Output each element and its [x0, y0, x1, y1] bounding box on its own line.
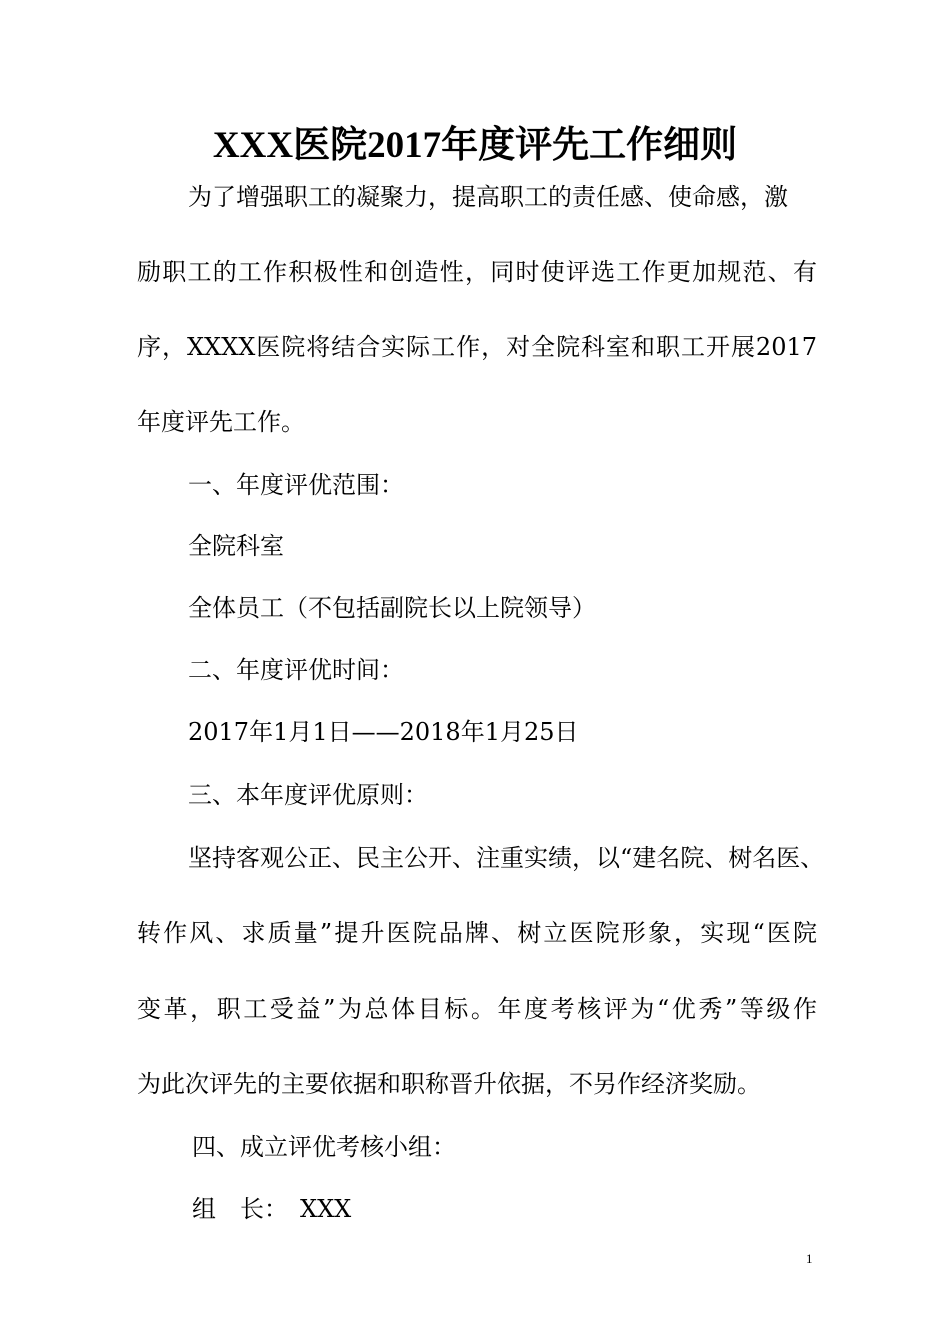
paragraph-line: 励职工的工作积极性和创造性，同时使评选工作更加规范、有 — [137, 258, 817, 286]
section-heading: 四、成立评优考核小组： — [192, 1133, 456, 1161]
document-title: XXX医院2017年度评先工作细则 — [212, 125, 738, 166]
group-leader-line: 组 长： XXX — [192, 1195, 352, 1223]
section-heading: 二、年度评优时间： — [188, 656, 404, 684]
paragraph-line: 年度评先工作。 — [137, 408, 305, 436]
list-item: 全院科室 — [188, 532, 284, 560]
paragraph-line: 序，XXXX医院将结合实际工作，对全院科室和职工开展2017 — [137, 333, 817, 361]
paragraph-line: 坚持客观公正、民主公开、注重实绩，以“建名院、树名医、 — [188, 844, 825, 872]
section-heading: 三、本年度评优原则： — [188, 781, 428, 809]
paragraph-line: 为此次评先的主要依据和职称晋升依据，不另作经济奖励。 — [137, 1070, 761, 1098]
date-range: 2017年1月1日——2018年1月25日 — [188, 718, 579, 746]
paragraph-line: 转作风、求质量”提升医院品牌、树立医院形象，实现“医院 — [137, 919, 817, 947]
list-item: 全体员工（不包括副院长以上院领导） — [188, 594, 596, 622]
page-number: 1 — [806, 1251, 813, 1266]
paragraph-line: 为了增强职工的凝聚力，提高职工的责任感、使命感，激 — [188, 183, 788, 211]
section-heading: 一、年度评优范围： — [188, 471, 404, 499]
paragraph-line: 变革，职工受益”为总体目标。年度考核评为“优秀”等级作 — [137, 995, 817, 1023]
